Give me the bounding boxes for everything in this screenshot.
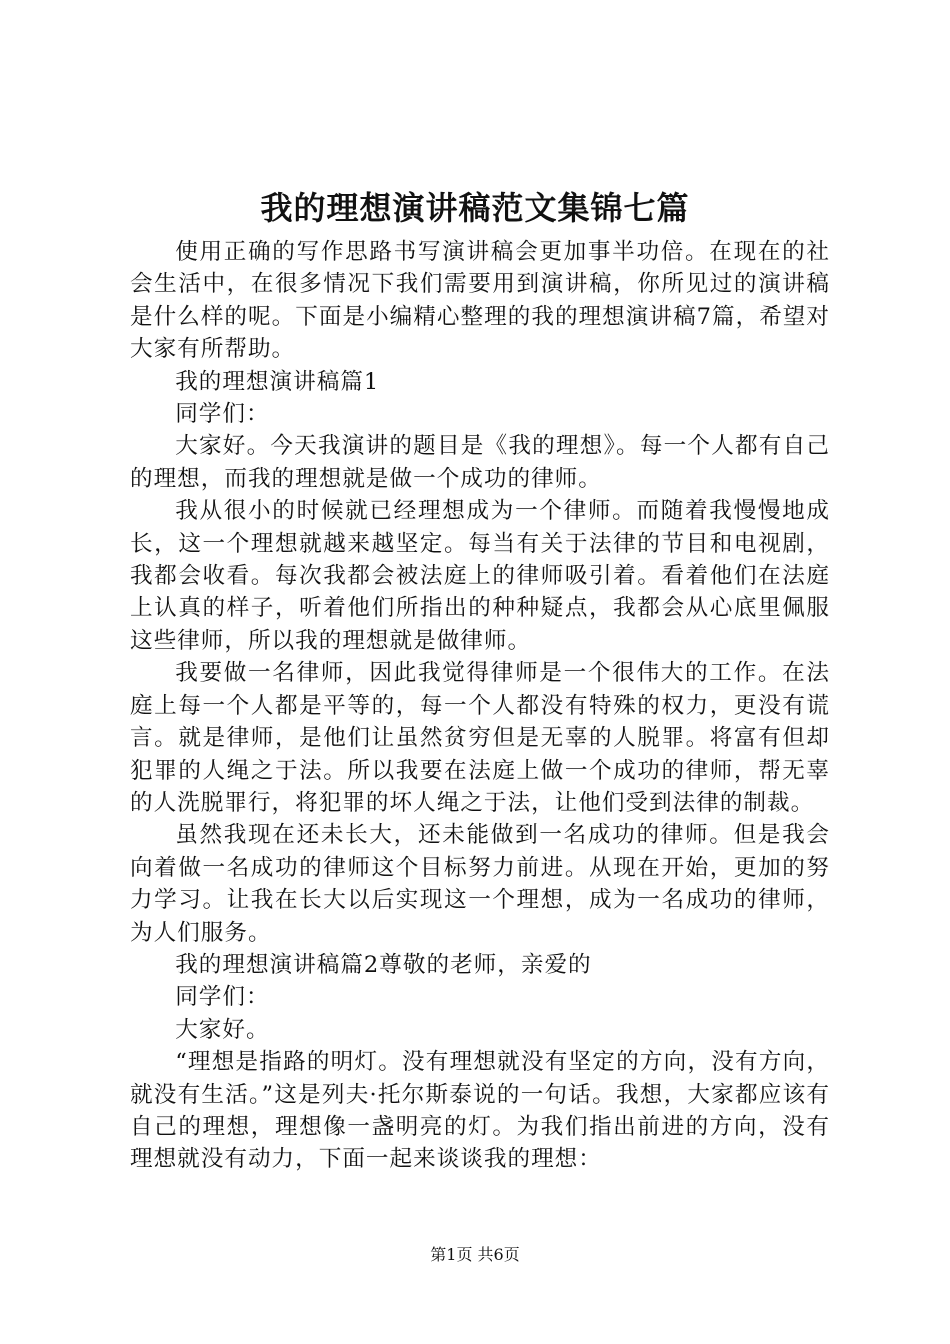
- paragraph: 我的理想演讲稿篇2尊敬的老师，亲爱的: [175, 951, 592, 978]
- paragraph: 大家好。今天我演讲的题目是《我的理想》。每一个人都有自己的理想，而我的理想就是做一个成功的律师。: [130, 433, 830, 492]
- paragraph: 大家好。: [175, 1016, 270, 1043]
- paragraph: 我从很小的时候就已经理想成为一个律师。而随着我慢慢地成长，这一个理想就越来越坚定。每当有关于法律的节目和电视剧，我都会收看。每次我都会被法庭上的律师吸引着。看着他们在法庭上认真的样子，听着他们所指出的种种疑点，我都会从心底里佩服这些律师，所以我的理想就是做律师。: [130, 498, 830, 654]
- paragraph: 我要做一名律师，因此我觉得律师是一个很伟大的工作。在法庭上每一个人都是平等的，每一个人都没有特殊的权力，更没有谎言。就是律师，是他们让虽然贫穷但是无辜的人脱罪。将富有但却犯罪的人绳之于法。所以我要在法庭上做一个成功的律师，帮无辜的人洗脱罪行，将犯罪的坏人绳之于法，让他们受到法律的制裁。: [130, 660, 830, 816]
- page-footer: 第1页 共6页: [430, 1245, 520, 1264]
- paragraph: 使用正确的写作思路书写演讲稿会更加事半功倍。在现在的社会生活中，在很多情况下我们需要用到演讲稿，你所见过的演讲稿是什么样的呢。下面是小编精心整理的我的理想演讲稿7篇，希望对大家有所帮助。: [130, 239, 830, 363]
- document-body: [130, 236, 830, 1176]
- document-title: 我的理想演讲稿范文集锦七篇: [260, 189, 690, 227]
- paragraph: 同学们：: [175, 984, 270, 1011]
- paragraph: 我的理想演讲稿篇1: [175, 368, 380, 395]
- paragraph: “理想是指路的明灯。没有理想就没有坚定的方向，没有方向，就没有生活。”这是列夫·托尔斯泰说的一句话。我想，大家都应该有自己的理想，理想像一盏明亮的灯。为我们指出前进的方向，没有理想就没有动力，下面一起来谈谈我的理想：: [130, 1049, 830, 1173]
- paragraph: 同学们：: [175, 401, 270, 428]
- paragraph: 虽然我现在还未长大，还未能做到一名成功的律师。但是我会向着做一名成功的律师这个目标努力前进。从现在开始，更加的努力学习。让我在长大以后实现这一个理想，成为一名成功的律师，为人们服务。: [130, 822, 830, 946]
